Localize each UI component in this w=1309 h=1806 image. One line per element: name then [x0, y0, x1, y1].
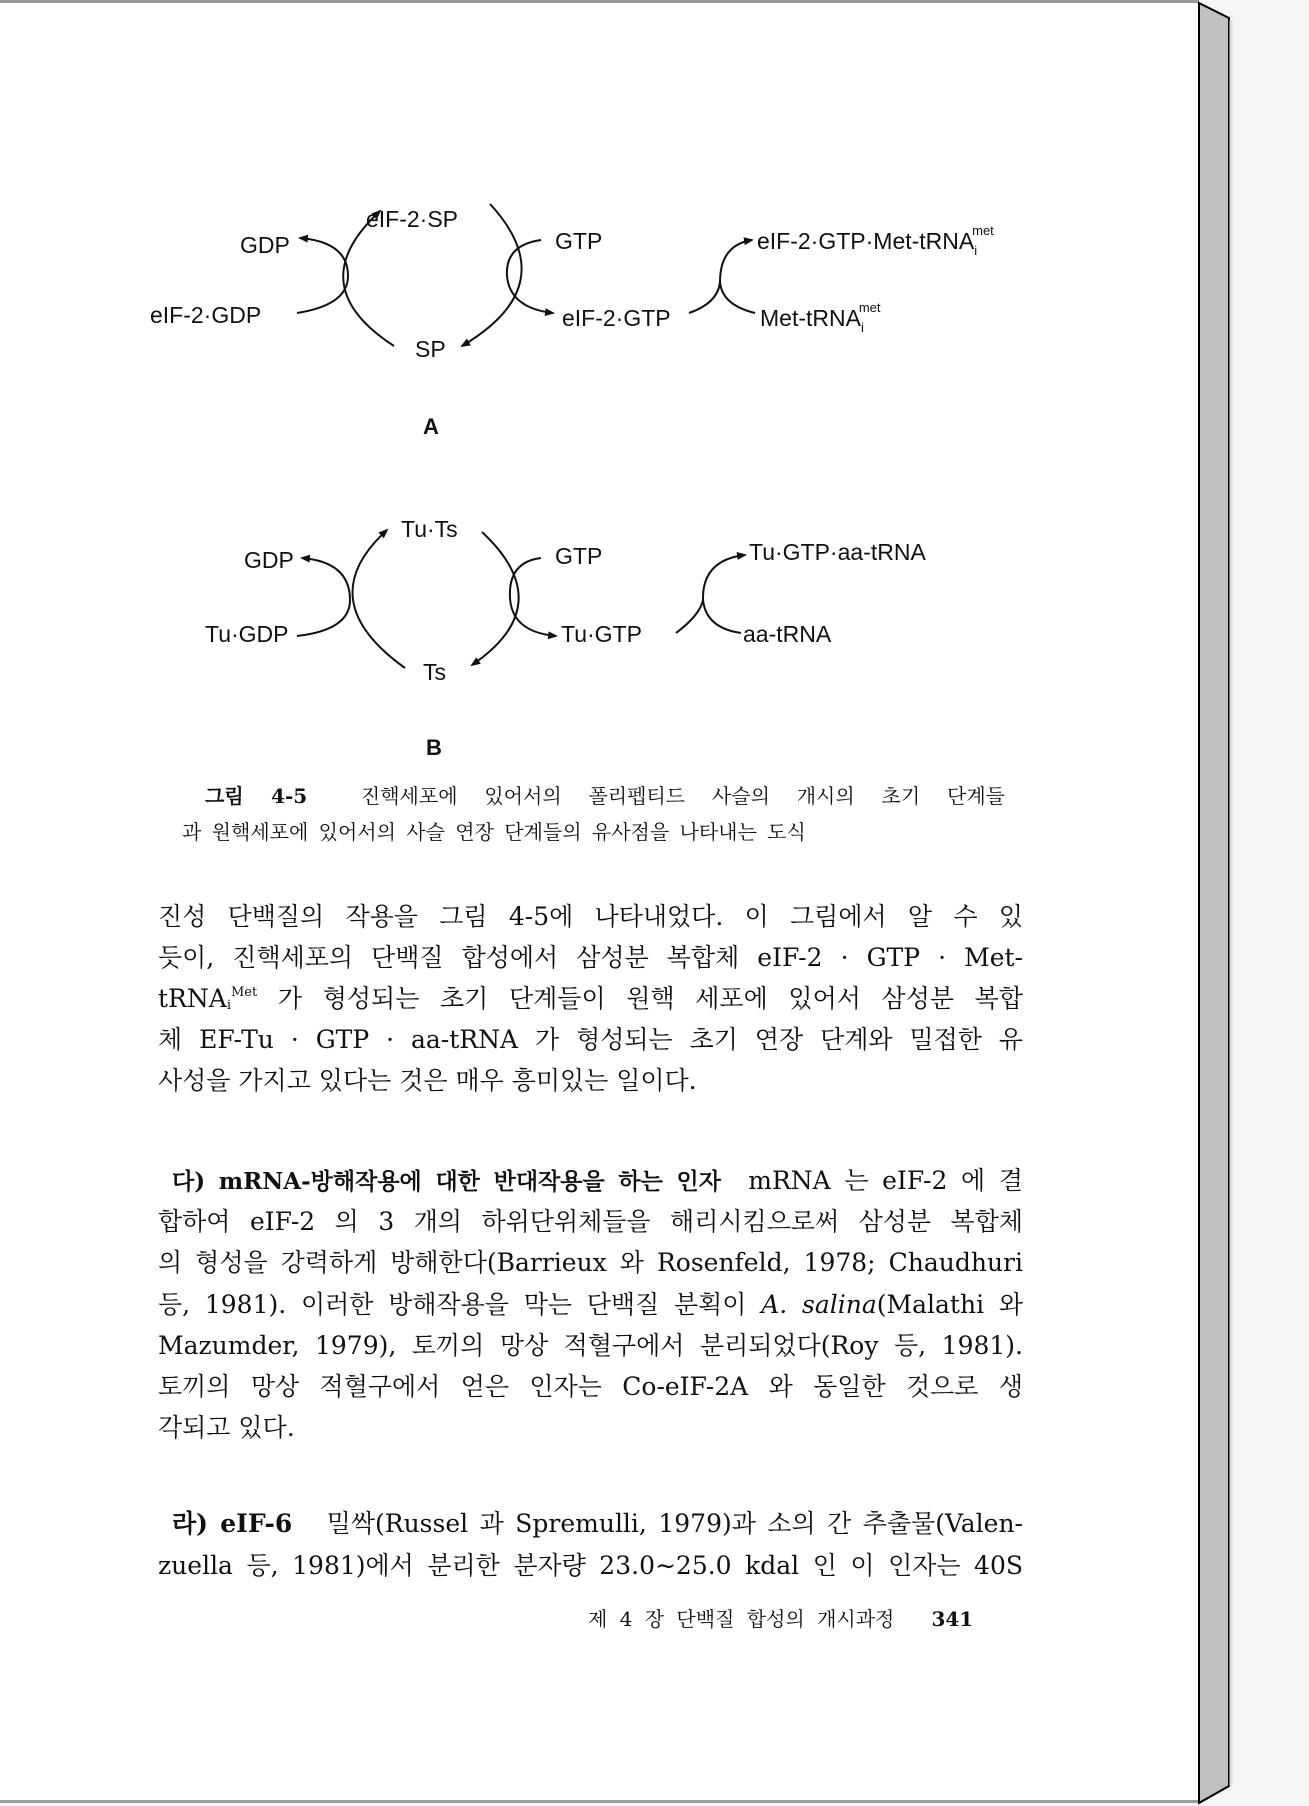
junction-line-a1	[689, 282, 720, 313]
cycle-arc-right-b	[472, 532, 519, 665]
node-gtp-b: GTP	[555, 543, 603, 569]
node-sp: SP	[415, 336, 446, 362]
section-heading-line: 다) mRNA-방해작용에 대한 반대작용을 하는 인자 mRNA 는 eIF-2 에 결	[172, 1166, 1023, 1195]
node-eif2-sp: eIF-2·SP	[366, 206, 459, 232]
chapter-title: 제 4 장 단백질 합성의 개시과정	[588, 1607, 895, 1631]
node-ts: Ts	[423, 659, 446, 685]
figure-number: 그림 4-5	[205, 784, 308, 808]
gtp-binding-arrow	[507, 240, 553, 313]
junction-line-b1	[676, 600, 703, 633]
panel-label-a: A	[423, 414, 439, 439]
body-line: 사성을 가지고 있다는 것은 매우 흥미있는 일이다.	[158, 1066, 697, 1095]
cycle-arc-left-b	[353, 530, 405, 668]
junction-line-b2	[703, 600, 741, 633]
figure-caption-line-2: 과 원핵세포에 있어서의 사슬 연장 단계들의 유사점을 나타내는 도식	[182, 820, 806, 844]
junction-line-a2	[720, 282, 755, 313]
node-ternary-complex-a: eIF-2·GTP·Met-tRNA$_i$met	[757, 223, 994, 258]
node-tu-gtp: Tu·GTP	[561, 621, 642, 647]
body-line: 의 형성을 강력하게 방해한다(Barrieux 와 Rosenfeld, 1978; Chaudhuri	[158, 1248, 1023, 1277]
body-line: 체 EF-Tu · GTP · aa-tRNA 가 형성되는 초기 연장 단계와 밀접한 유	[158, 1025, 1023, 1054]
node-eif2-gdp: eIF-2·GDP	[150, 302, 262, 328]
body-line: Mazumder, 1979), 토끼의 망상 적혈구에서 분리되었다(Roy 등, 1981).	[158, 1331, 1023, 1360]
figure-4-5	[0, 0, 1309, 800]
body-line: 합하여 eIF-2 의 3 개의 하위단위체들을 해리시킴으로써 삼성분 복합체	[158, 1207, 1023, 1236]
figure-caption-line-1	[205, 784, 1005, 808]
body-line: 듯이, 진핵세포의 단백질 합성에서 삼성분 복합체 eIF-2 · GTP · Met-	[158, 943, 1023, 972]
section-heading: 다) mRNA-방해작용에 대한 반대작용을 하는 인자	[172, 1168, 721, 1195]
gdp-release-arrow-b	[297, 558, 350, 636]
body-line: 토끼의 망상 적혈구에서 얻은 인자는 Co-eIF-2A 와 동일한 것으로 생	[158, 1372, 1023, 1401]
ternary-arrow-b	[703, 555, 745, 600]
node-eif2-gtp: eIF-2·GTP	[562, 305, 671, 331]
node-tu-ts: Tu·Ts	[401, 516, 458, 542]
body-line: tRNA$_i^{Met}$ 가 형성되는 초기 단계들이 원핵 세포에 있어서 삼성분 복합	[158, 984, 1023, 1013]
caption-text: 진핵세포에 있어서의 폴리펩티드 사슬의 개시의 초기 단계들	[360, 784, 1005, 808]
node-tu-gdp: Tu·GDP	[205, 621, 289, 647]
page-number: 341	[931, 1607, 974, 1631]
gdp-release-arrow	[297, 238, 348, 313]
node-gdp-b: GDP	[244, 547, 294, 573]
gtp-binding-arrow-b	[510, 558, 556, 636]
body-line: zuella 등, 1981)에서 분리한 분자량 23.0∼25.0 kdal 인 이 인자는 40S	[158, 1551, 1023, 1580]
node-met-trna: Met-tRNA$_i$met	[760, 300, 881, 335]
ternary-arrow-a	[720, 240, 752, 282]
running-footer	[588, 1603, 973, 1632]
body-line: 각되고 있다.	[158, 1413, 295, 1442]
cycle-arc-right	[462, 204, 522, 346]
node-ternary-complex-b: Tu·GTP·aa-tRNA	[749, 539, 926, 565]
body-line: 진성 단백질의 작용을 그림 4-5에 나타내었다. 이 그림에서 알 수 있	[158, 902, 1023, 931]
node-aa-trna: aa-tRNA	[743, 621, 832, 647]
section-heading-line: 라) eIF-6 밀싹(Russel 과 Spremulli, 1979)과 소의 간 추출물(Valen-	[172, 1509, 1023, 1538]
node-gtp-a: GTP	[555, 228, 603, 254]
section-heading: 라) eIF-6	[172, 1509, 293, 1538]
panel-label-b: B	[426, 735, 442, 760]
body-line: 등, 1981). 이러한 방해작용을 막는 단백질 분획이 A. salina(Malathi 와	[158, 1290, 1023, 1319]
node-gdp-a: GDP	[240, 232, 290, 258]
